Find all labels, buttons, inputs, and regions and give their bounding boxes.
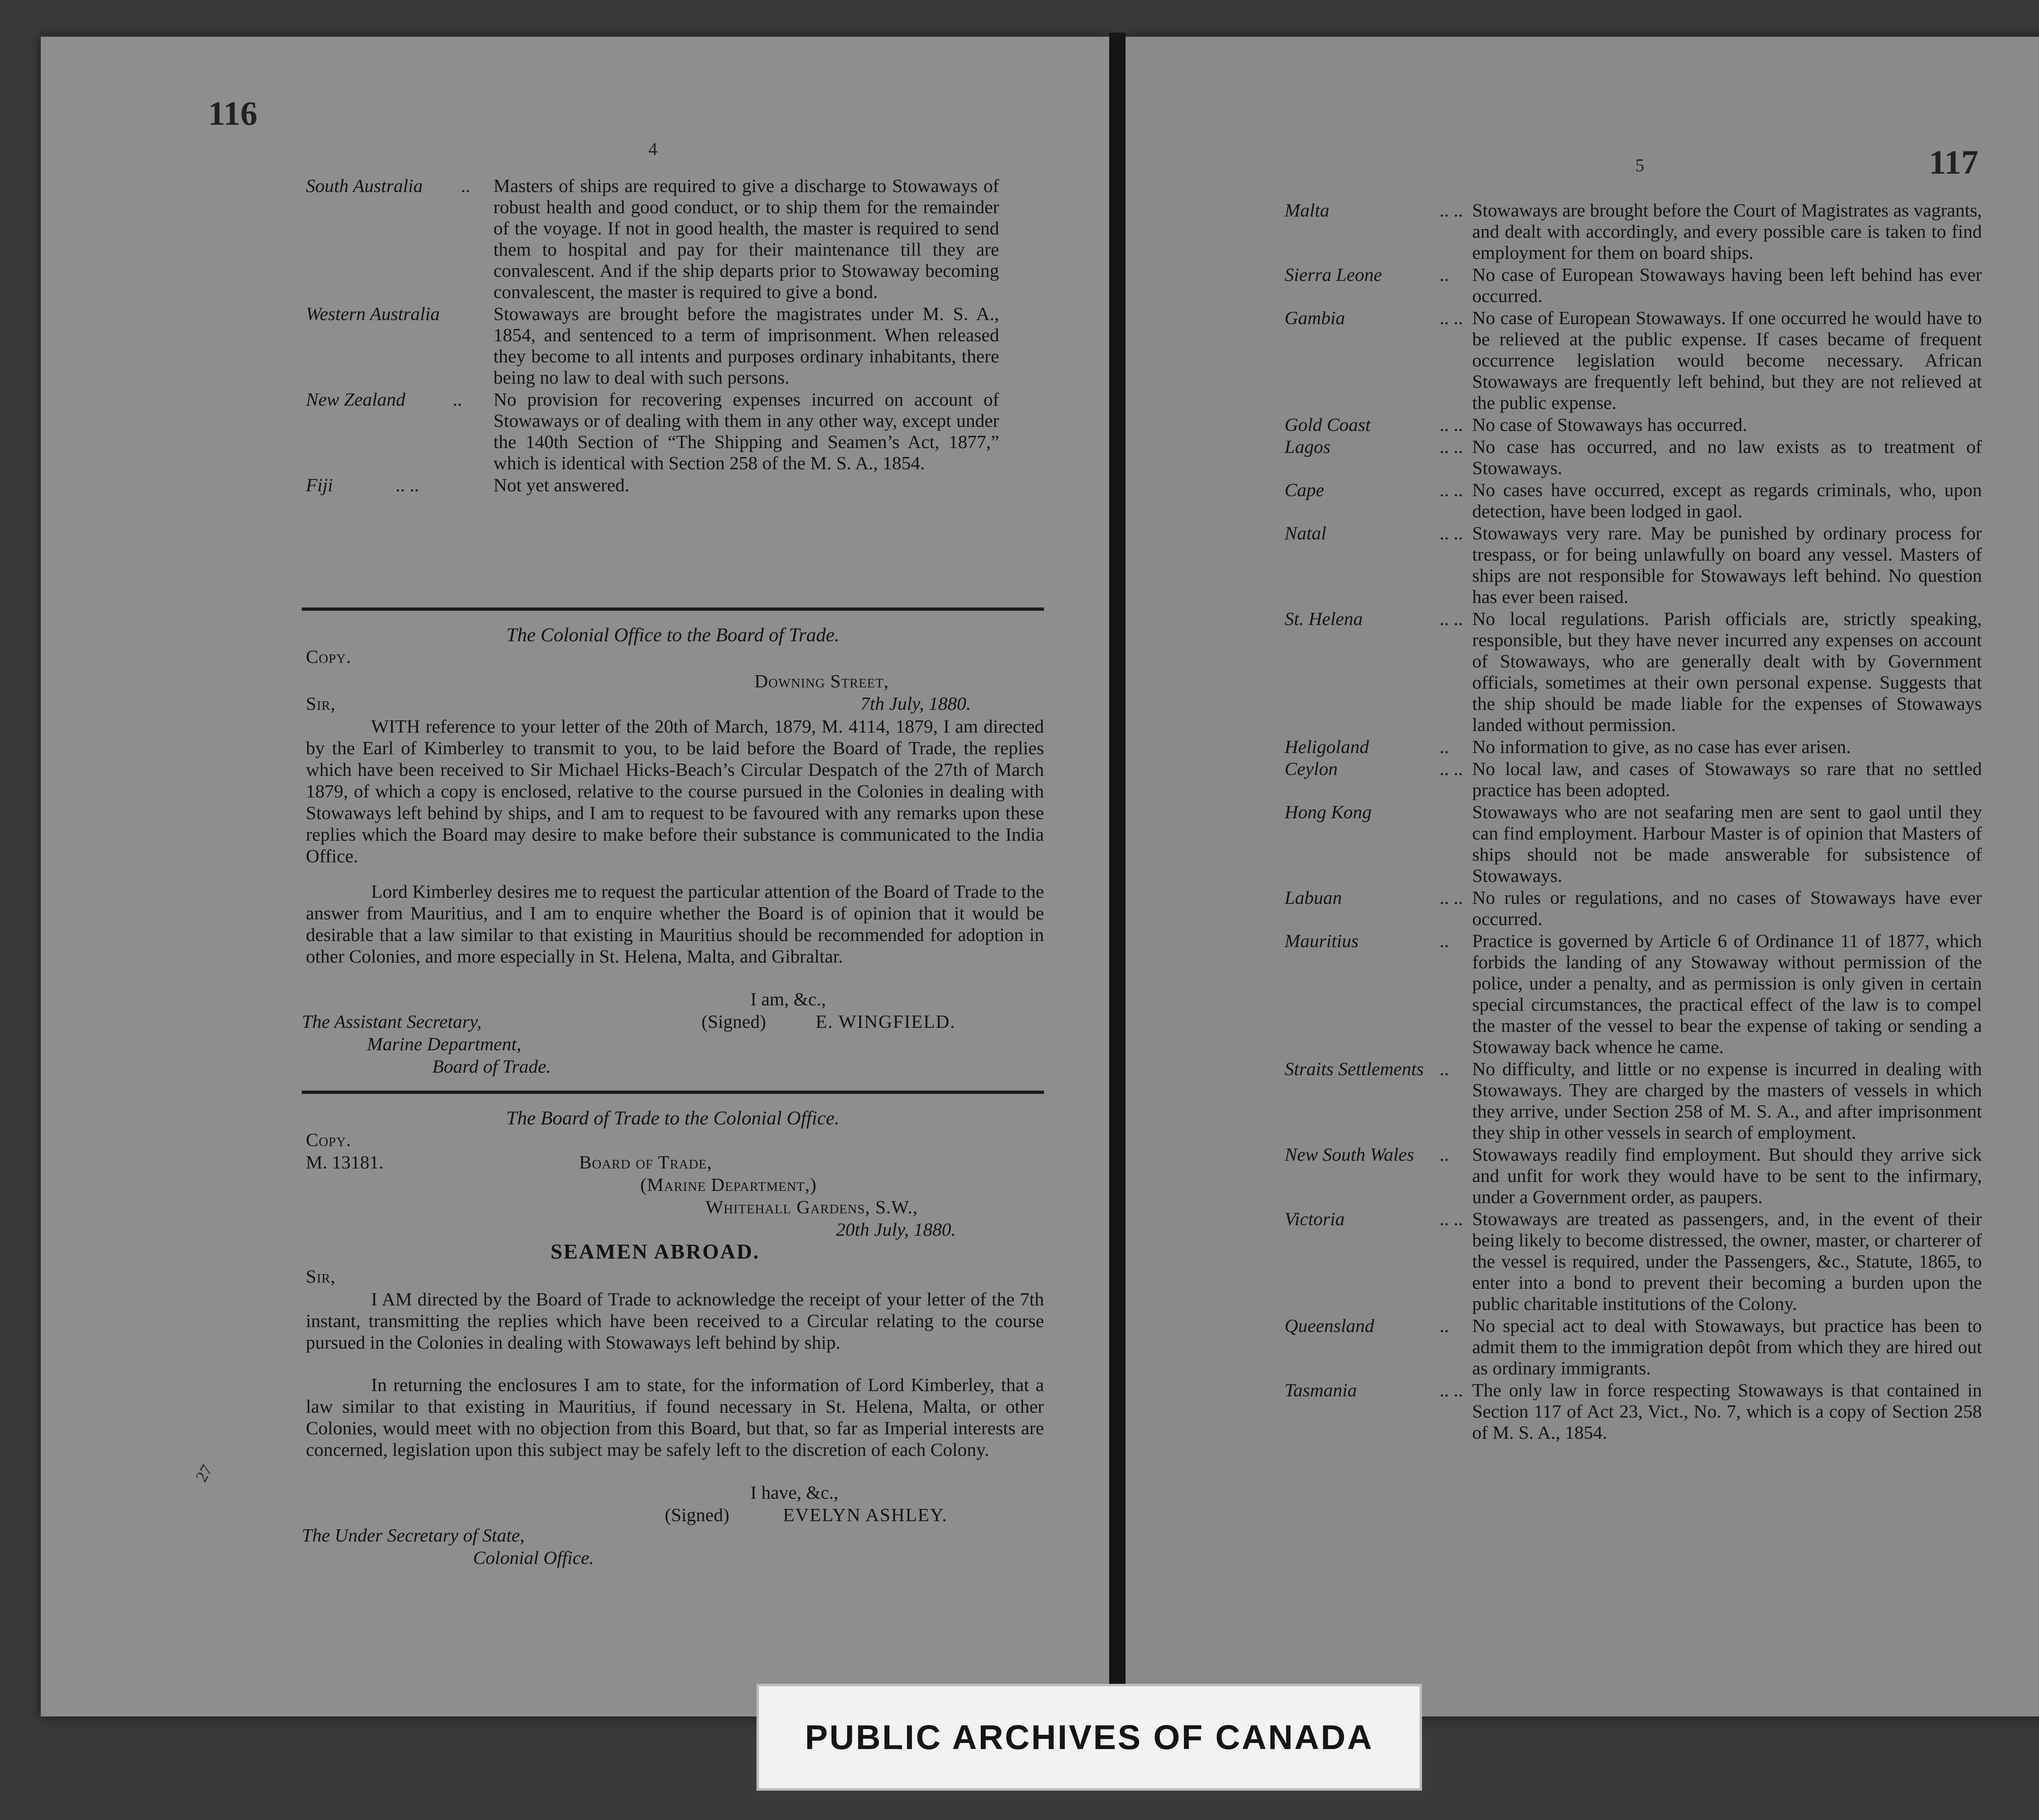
- colony-entry: [1285, 264, 2039, 307]
- colony-name: Ceylon: [1285, 758, 1338, 779]
- margin-mark: 27: [192, 1461, 216, 1485]
- leader-dots: .. ..: [1440, 414, 1463, 435]
- colony-entry: [306, 475, 1044, 496]
- colony-entries: [1285, 200, 2039, 1444]
- leader-dots: ..: [1440, 264, 1449, 285]
- colony-name: Gambia: [1285, 307, 1345, 328]
- letter2-salutation: Sir,: [306, 1266, 336, 1287]
- colony-entry: [306, 389, 1044, 474]
- colony-name: Victoria: [1285, 1208, 1345, 1229]
- leader-dots: .. ..: [1440, 887, 1463, 908]
- left-page: [41, 37, 1109, 1716]
- letter2-addressee-line-1: The Under Secretary of State,: [302, 1525, 525, 1546]
- colony-name: St. Helena: [1285, 608, 1363, 629]
- leader-dots: .. ..: [1440, 608, 1463, 629]
- page-number: 4: [648, 139, 657, 159]
- leader-dots: [1440, 802, 1472, 886]
- colony-text: No local law, and cases of Stowaways so rare that no settled practice has been adopted.: [1472, 758, 1982, 800]
- colony-entry: [1285, 802, 2039, 886]
- colony-entry: [1285, 608, 2039, 736]
- colony-entry: [1285, 479, 2039, 522]
- colony-text: Practice is governed by Article 6 of Ordinance 11 of 1877, which forbids the landing of any Stowaway without permission of the police, under a penalty, and as permission is only given in certain special circumstances, the practical effect of the law is to compel the master of the vessel to bear the expense of taking or sending a Stowaway back whence he came.: [1472, 930, 1982, 1057]
- leader-dots: .. ..: [1440, 436, 1463, 457]
- letter1-signatory: E. WINGFIELD.: [816, 1011, 956, 1032]
- letter1-copy: Copy.: [306, 646, 352, 667]
- colony-text: Stowaways are brought before the Court of Magistrates as vagrants, and dealt with accordingly, and every possible care is taken to find employment for them on board ships.: [1472, 200, 1982, 263]
- colony-entry: [1285, 887, 2039, 930]
- right-page: [1126, 37, 2039, 1716]
- colony-text: Stowaways who are not seafaring men are sent to gaol until they can find employment. Harbour Master is of opinion that Masters of ships should not be made answerable for subsistence of Stowaways.: [1472, 802, 1982, 886]
- folio-number: 117: [1929, 144, 1979, 181]
- colony-entry: [1285, 436, 2039, 479]
- colony-text: No provision for recovering expenses incurred on account of Stowaways or of dealing with them in any other way, except under the 140th Section of “The Shipping and Seamen’s Act, 1877,” which is identical with Section 258 of the M. S. A., 1854.: [493, 389, 999, 473]
- letter2-date: 20th July, 1880.: [836, 1219, 956, 1240]
- letter1-address: Downing Street,: [754, 671, 889, 691]
- colony-name: Labuan: [1285, 887, 1342, 908]
- colony-text: Stowaways are brought before the magistrates under M. S. A., 1854, and sentenced to a term of imprisonment. When released they become to all intents and purposes ordinary inhabitants, there being no law to deal with such persons.: [493, 303, 999, 388]
- letter2-addressee-line-2: Colonial Office.: [473, 1547, 594, 1568]
- archive-stamp: [756, 1684, 1422, 1791]
- colony-entry: [1285, 1144, 2039, 1208]
- colony-text: No information to give, as no case has ever arisen.: [1472, 736, 1851, 757]
- leader-dots: ..: [1440, 1315, 1449, 1336]
- leader-dots: ..: [1440, 1058, 1449, 1079]
- colony-name: Fiji: [306, 475, 333, 495]
- letter1-salutation: Sir,: [306, 693, 336, 714]
- colony-name: Cape: [1285, 479, 1325, 500]
- leader-dots: .. ..: [1440, 1380, 1463, 1400]
- colony-entry: [1285, 523, 2039, 607]
- leader-dots: ..: [1440, 930, 1449, 951]
- book-spine: [1109, 33, 1126, 1725]
- letter1-date: 7th July, 1880.: [860, 693, 971, 714]
- leader-dots: .. ..: [1440, 307, 1463, 328]
- colony-text: No local regulations. Parish officials are, strictly speaking, responsible, but they have never incurred any expenses on account of Stowaways, who are generally dealt with by Government officials, sometimes at their own personal expense. Suggests that the ship should be made liable for the expenses of Stowaways landed without permission.: [1472, 608, 1982, 735]
- letter1-addressee-line-1: The Assistant Secretary,: [302, 1011, 482, 1032]
- archive-stamp-text: PUBLIC ARCHIVES OF CANADA: [805, 1718, 1374, 1756]
- letter1-addressee-line-3: Board of Trade.: [432, 1056, 551, 1077]
- colony-name: Western Australia: [306, 303, 440, 324]
- letter1-addressee-line-2: Marine Department,: [367, 1034, 522, 1054]
- colony-entry: [1285, 1208, 2039, 1314]
- colony-text: Stowaways are treated as passengers, and, in the event of their being likely to become distressed, the owner, master, or charterer of the vessel is required, under the Passengers, &c., Statute, 1865, to enter into a bond to prevent their becoming a burden upon the public charitable institutions of the Colony.: [1472, 1208, 1982, 1314]
- leader-dots: ..: [1440, 736, 1449, 757]
- colony-entry: [1285, 307, 2039, 413]
- leader-dots: ..: [1440, 1144, 1449, 1165]
- colony-name: Gold Coast: [1285, 414, 1371, 435]
- letter2-address-line-1: Board of Trade,: [579, 1152, 712, 1173]
- letter2-signed: (Signed): [665, 1504, 730, 1525]
- colony-name: Queensland: [1285, 1315, 1374, 1336]
- leader-dots: .. ..: [1440, 1208, 1463, 1229]
- page-number: 5: [1635, 155, 1644, 175]
- colony-text: Stowaways very rare. May be punished by ordinary process for trespass, or for being unlawfully on board any vessel. Masters of ships are not responsible for Stowaways left behind. No question has ever been raised.: [1472, 523, 1982, 607]
- colony-name: New Zealand: [306, 389, 406, 410]
- colony-text: Not yet answered.: [493, 475, 630, 495]
- section-rule: [302, 1091, 1044, 1094]
- section-rule: [302, 607, 1044, 611]
- colony-entry: [306, 175, 1044, 303]
- letter2-closing: I have, &c.,: [750, 1482, 838, 1503]
- colony-name: Natal: [1285, 523, 1327, 543]
- colony-text: The only law in force respecting Stowaways is that contained in Section 117 of Act 23, Vict., No. 7, which is a copy of Section 258 of M. S. A., 1854.: [1472, 1380, 1982, 1443]
- colony-name: Tasmania: [1285, 1380, 1357, 1400]
- colony-name: Mauritius: [1285, 930, 1359, 951]
- colony-text: No rules or regulations, and no cases of Stowaways have ever occurred.: [1472, 887, 1982, 929]
- colony-text: No cases have occurred, except as regards criminals, who, upon detection, have been lodged in gaol.: [1472, 479, 1982, 521]
- leader-dots: ..: [453, 389, 462, 410]
- colony-entries: [306, 175, 1044, 497]
- letter1-closing: I am, &c.,: [750, 989, 826, 1009]
- letter2-paragraph-1: I AM directed by the Board of Trade to acknowledge the receipt of your letter of the 7th instant, transmitting the replies which have been received to a Circular relating to the course pursued in the Colonies in dealing with Stowaways left behind by ship.: [306, 1289, 1044, 1353]
- colony-text: No case of Stowaways has occurred.: [1472, 414, 1747, 435]
- colony-text: No difficulty, and little or no expense is incurred in dealing with Stowaways. They are charged by the masters of vessels in which they arrive, under Section 258 of M. S. A., and after imprisonment they ship in other vessels in search of employment.: [1472, 1058, 1982, 1143]
- colony-entry: [1285, 1315, 2039, 1379]
- colony-text: No case has occurred, and no law exists as to treatment of Stowaways.: [1472, 436, 1982, 478]
- colony-name: Hong Kong: [1285, 802, 1372, 822]
- colony-entry: [1285, 1058, 2039, 1143]
- letter2-title: SEAMEN ABROAD.: [551, 1240, 760, 1263]
- colony-text: No case of European Stowaways having been left behind has ever occurred.: [1472, 264, 1982, 306]
- leader-dots: .. ..: [396, 475, 419, 495]
- letter2-paragraph-2: In returning the enclosures I am to state, for the information of Lord Kimberley, that a law similar to that existing in Mauritius, if found necessary in St. Helena, Malta, or other Colonies, would meet with no objection from this Board, but that, so far as Imperial interests are concerned, legislation upon this subject may be safely left to the discretion of each Colony.: [306, 1374, 1044, 1460]
- leader-dots: .. ..: [1440, 523, 1463, 543]
- colony-text: No case of European Stowaways. If one occurred he would have to be relieved at the public expense. If cases became of frequent occurrence legislation would become necessary. African Stowaways are frequently left behind, but they are not relieved at the public expense.: [1472, 307, 1982, 413]
- letter2-reference: M. 13181.: [306, 1152, 384, 1173]
- letter1-paragraph-2: Lord Kimberley desires me to request the particular attention of the Board of Trade to the answer from Mauritius, and I am to enquire whether the Board is of opinion that it would be desirable that a law similar to that existing in Mauritius should be recommended for adoption in other Colonies, and more especially in St. Helena, Malta, and Gibraltar.: [306, 881, 1044, 967]
- colony-entry: [1285, 414, 2039, 435]
- colony-name: Lagos: [1285, 436, 1331, 457]
- letter2-signatory: EVELYN ASHLEY.: [783, 1504, 948, 1525]
- colony-text: Stowaways readily find employment. But should they arrive sick and unfit for work they would have to be sent to the infirmary, under a Government order, as paupers.: [1472, 1144, 1982, 1207]
- letter1-paragraph-1: WITH reference to your letter of the 20th of March, 1879, M. 4114, 1879, I am directed by the Earl of Kimberley to transmit to you, to be laid before the Board of Trade, the replies which have been received to Sir Michael Hicks-Beach’s Circular Despatch of the 27th of March 1879, of which a copy is enclosed, relative to the course pursued in the Colonies in dealing with Stowaways left behind by ships, and I am to request to be favoured with any remarks upon these replies which the Board may desire to make before their substance is communicated to the India Office.: [306, 716, 1044, 866]
- colony-name: Sierra Leone: [1285, 264, 1382, 285]
- colony-entry: [1285, 200, 2039, 263]
- colony-name: South Australia: [306, 175, 423, 196]
- colony-entry: [306, 303, 1044, 388]
- leader-dots: .. ..: [1440, 200, 1463, 221]
- colony-entry: [1285, 758, 2039, 801]
- colony-entry: [1285, 1380, 2039, 1443]
- colony-text: Masters of ships are required to give a discharge to Stowaways of robust health and good conduct, or to ship them for the remainder of the voyage. If not in good health, the master is required to send them to hospital and pay for their maintenance till they are convalescent. And if the ship departs prior to Stowaway becoming convalescent, the master is required to give a bond.: [493, 175, 999, 302]
- colony-entry: [1285, 736, 2039, 758]
- colony-entry: [1285, 930, 2039, 1058]
- colony-name: Heligoland: [1285, 736, 1369, 757]
- letter1-heading: The Colonial Office to the Board of Trade.: [506, 624, 840, 646]
- letter2-heading: The Board of Trade to the Colonial Office.: [506, 1107, 840, 1129]
- colony-text: No special act to deal with Stowaways, but practice has been to admit them to the immigration depôt from which they are hired out as ordinary immigrants.: [1472, 1315, 1982, 1378]
- letter1-signed: (Signed): [701, 1011, 766, 1032]
- folio-number: 116: [208, 95, 258, 133]
- letter2-address-line-2: (Marine Department,): [640, 1174, 817, 1195]
- colony-name: New South Wales: [1285, 1144, 1414, 1165]
- leader-dots: ..: [461, 175, 470, 196]
- letter2-address-line-3: Whitehall Gardens, S.W.,: [705, 1197, 918, 1217]
- colony-name: Straits Settlements: [1285, 1058, 1424, 1079]
- colony-name: Malta: [1285, 200, 1329, 221]
- leader-dots: .. ..: [1440, 479, 1463, 500]
- letter2-copy: Copy.: [306, 1129, 352, 1150]
- leader-dots: .. ..: [1440, 758, 1463, 779]
